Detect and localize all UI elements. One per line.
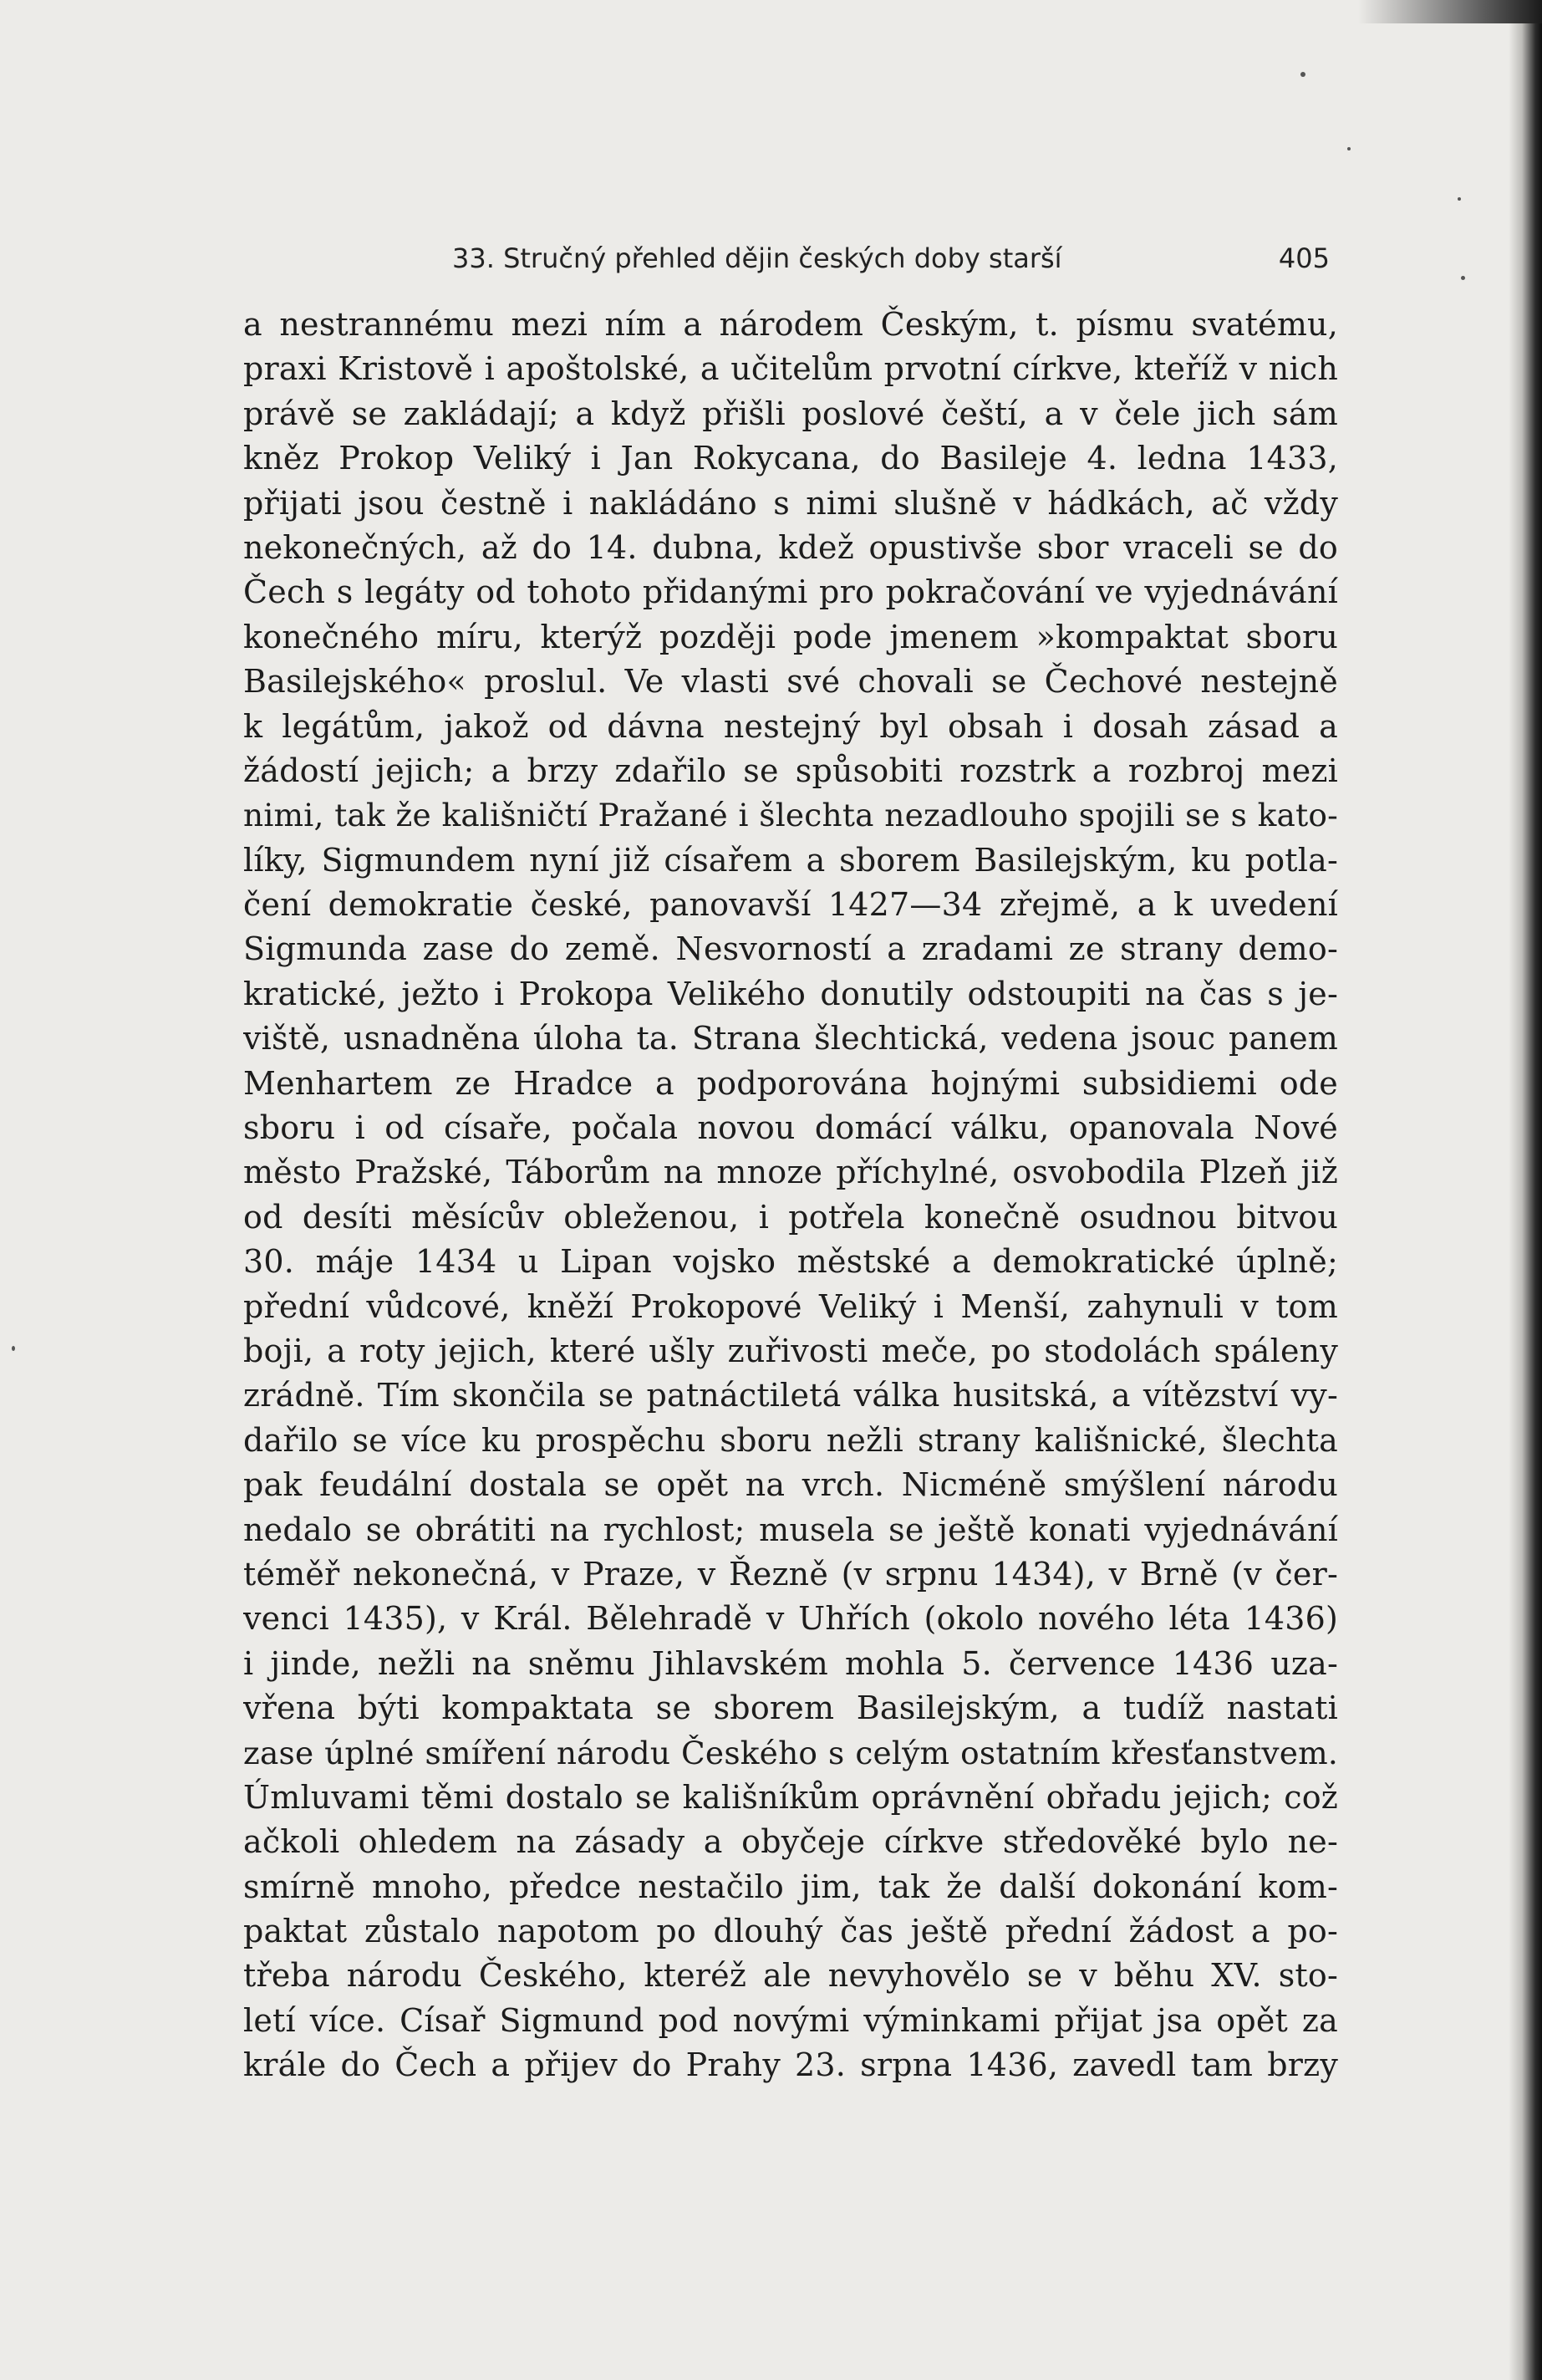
text-line: pak feudální dostala se opět na vrch. Nicméně smýšlení národu — [243, 1466, 1338, 1504]
running-header — [452, 242, 1330, 284]
body-text — [243, 303, 1338, 2088]
text-line: i jinde, nežli na sněmu Jihlavském mohla 5. července 1436 uza- — [243, 1644, 1338, 1682]
dust-speck — [12, 1346, 15, 1351]
text-line: Úmluvami těmi dostalo se kališníkům oprávnění obřadu jejich; což — [243, 1778, 1338, 1816]
text-line: letí více. Císař Sigmund pod novými výminkami přijat jsa opět za — [243, 2001, 1338, 2039]
text-line: paktat zůstalo napotom po dlouhý čas ještě přední žádost a po- — [243, 1913, 1338, 1950]
page-edge-shadow — [1509, 0, 1542, 2380]
page-number: 405 — [1278, 242, 1330, 274]
text-line: zrádně. Tím skončila se patnáctiletá válka husitská, a vítězství vy- — [243, 1377, 1338, 1414]
dust-speck — [1458, 197, 1461, 201]
dust-speck — [1347, 147, 1351, 150]
text-line: nedalo se obrátiti na rychlost; musela se ještě konati vyjednávání — [243, 1511, 1338, 1548]
text-line: přijati jsou čestně i nakládáno s nimi slušně v hádkách, ač vždy — [243, 484, 1338, 522]
text-line: třeba národu Českého, kteréž ale nevyhovělo se v běhu XV. sto- — [243, 1957, 1338, 1995]
text-line: Sigmunda zase do země. Nesvorností a zradami ze strany demo- — [243, 930, 1338, 968]
text-line: líky, Sigmundem nyní již císařem a sborem Basilejským, ku potla- — [243, 841, 1338, 879]
text-line: viště, usnadněna úloha ta. Strana šlechtická, vedena jsouc panem — [243, 1020, 1338, 1057]
text-line: praxi Kristově i apoštolské, a učitelům prvotní církve, kteříž v nich — [243, 350, 1338, 388]
dust-speck — [1300, 72, 1305, 77]
dust-speck — [1461, 276, 1465, 280]
text-line: Basilejského« proslul. Ve vlasti své chovali se Čechové nestejně — [243, 663, 1338, 701]
text-line: právě se zakládají; a když přišli poslové čeští, a v čele jich sám — [243, 395, 1338, 432]
text-line: nekonečných, až do 14. dubna, kdež opustivše sbor vraceli se do — [243, 528, 1338, 566]
text-line: nimi, tak že kališničtí Pražané i šlechta nezadlouho spojili se s kato- — [243, 797, 1338, 834]
text-line: čení demokratie české, panovavší 1427—34 zřejmě, a k uvedení — [243, 886, 1338, 924]
text-line: 30. máje 1434 u Lipan vojsko městské a demokratické úplně; — [243, 1243, 1338, 1281]
text-line: a nestrannému mezi ním a národem Českým, t. písmu svatému, — [243, 306, 1338, 343]
text-line: dařilo se více ku prospěchu sboru nežli strany kališnické, šlechta — [243, 1421, 1338, 1459]
text-line: sboru i od císaře, počala novou domácí válku, opanovala Nové — [243, 1109, 1338, 1147]
text-line: žádostí jejich; a brzy zdařilo se spůsobiti rozstrk a rozbroj mezi — [243, 752, 1338, 789]
text-line: kněz Prokop Veliký i Jan Rokycana, do Basileje 4. ledna 1433, — [243, 440, 1338, 477]
text-line: zase úplné smíření národu Českého s celým ostatním křesťanstvem. — [243, 1734, 1338, 1771]
text-line: téměř nekonečná, v Praze, v Řezně (v srpnu 1434), v Brně (v čer- — [243, 1555, 1338, 1593]
text-line: vřena býti kompaktata se sborem Basilejským, a tudíž nastati — [243, 1689, 1338, 1727]
text-line: k legátům, jakož od dávna nestejný byl obsah i dosah zásad a — [243, 707, 1338, 745]
text-line: venci 1435), v Král. Bělehradě v Uhřích (okolo nového léta 1436) — [243, 1600, 1338, 1638]
text-line: krále do Čech a přijev do Prahy 23. srpna 1436, zavedl tam brzy — [243, 2046, 1338, 2084]
text-line: Čech s legáty od tohoto přidanými pro pokračování ve vyjednávání — [243, 573, 1338, 611]
text-line: ačkoli ohledem na zásady a obyčeje církve středověké bylo ne- — [243, 1823, 1338, 1861]
running-header-title: 33. Stručný přehled dějin českých doby starší — [452, 242, 1062, 274]
text-line: kratické, ježto i Prokopa Velikého donutily odstoupiti na čas s je- — [243, 975, 1338, 1012]
text-line: boji, a roty jejich, které ušly zuřivosti meče, po stodolách spáleny — [243, 1332, 1338, 1369]
text-line: konečného míru, kterýž později pode jmenem »kompaktat sboru — [243, 618, 1338, 655]
text-line: smírně mnoho, předce nestačilo jim, tak že další dokonání kom- — [243, 1868, 1338, 1905]
text-line: přední vůdcové, kněží Prokopové Veliký i Menší, zahynuli v tom — [243, 1287, 1338, 1325]
text-line: od desíti měsícův obleženou, i potřela konečně osudnou bitvou — [243, 1198, 1338, 1236]
text-line: město Pražské, Táborům na mnoze příchylné, osvobodila Plzeň již — [243, 1154, 1338, 1191]
text-line: Menhartem ze Hradce a podporována hojnými subsidiemi ode — [243, 1064, 1338, 1102]
page-corner-shadow — [1358, 0, 1542, 23]
